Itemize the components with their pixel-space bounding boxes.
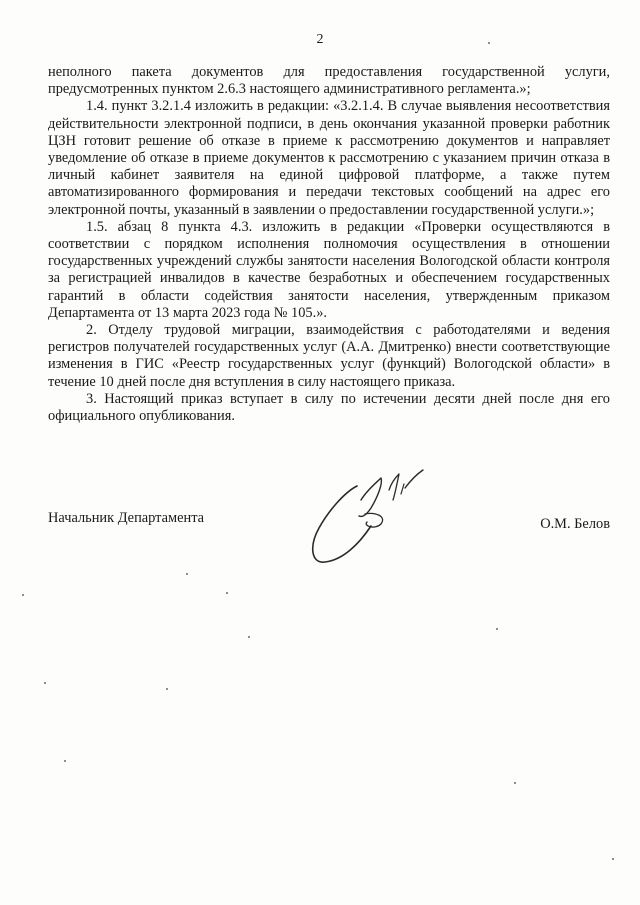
scan-speck [226, 592, 228, 594]
scan-speck [22, 594, 24, 596]
paragraph-continuation: неполного пакета документов для предоставления государственной услуги, предусмотренных пунктом 2.6.3 настоящего административного регламента.»; [48, 64, 610, 98]
paragraph-item-3: 3. Настоящий приказ вступает в силу по истечении десяти дней после дня его официального опубликования. [48, 390, 610, 425]
signatory-title: Начальник Департамента [48, 510, 205, 526]
signatory-name: О.М. Белов [540, 516, 610, 532]
signature-block [48, 510, 610, 532]
paragraph-item-1-4: 1.4. пункт 3.2.1.4 изложить в редакции: «3.2.1.4. В случае выявления несоответствия действительности электронной подписи, в день окончания указанной проверки работник ЦЗН готовит решение об отказе в приеме к рассмотрению документов и направляет уведомление об отказе в приеме документов к рассмотрению с указанием причин отказа в личный кабинет заявителя на единой цифровой платформе, а также путем автоматизированного формирования и передачи текстовых сообщений на адрес его электронной почты, указанный в заявлении о предоставлении государственной услуги.»; [48, 98, 610, 218]
page-number: 2 [316, 32, 324, 47]
scan-speck [44, 682, 46, 684]
scan-speck [496, 628, 498, 630]
scan-speck [612, 858, 614, 860]
document-body [48, 64, 610, 425]
paragraph-item-2: 2. Отделу трудовой миграции, взаимодействия с работодателями и ведения регистров получателей государственных услуг (А.А. Дмитренко) внести соответствующие изменения в ГИС «Реестр государственных услуг (функций) Вологодской области» в течение 10 дней после дня вступления в силу настоящего приказа. [48, 322, 610, 390]
scan-speck [514, 782, 516, 784]
scan-speck [248, 636, 250, 638]
scan-speck [488, 42, 490, 44]
scan-speck [64, 760, 66, 762]
scan-speck [166, 688, 168, 690]
paragraph-item-1-5: 1.5. абзац 8 пункта 4.3. изложить в редакции «Проверки осуществляются в соответствии с порядком исполнения полномочия осуществления в отношении государственных учреждений службы занятости населения Вологодской области контроля за регистрацией инвалидов в качестве безработных и обеспечением государственных гарантий в области содействия занятости населения, утвержденным приказом Департамента от 13 марта 2023 года № 105.». [48, 218, 610, 321]
scan-speck [186, 573, 188, 575]
